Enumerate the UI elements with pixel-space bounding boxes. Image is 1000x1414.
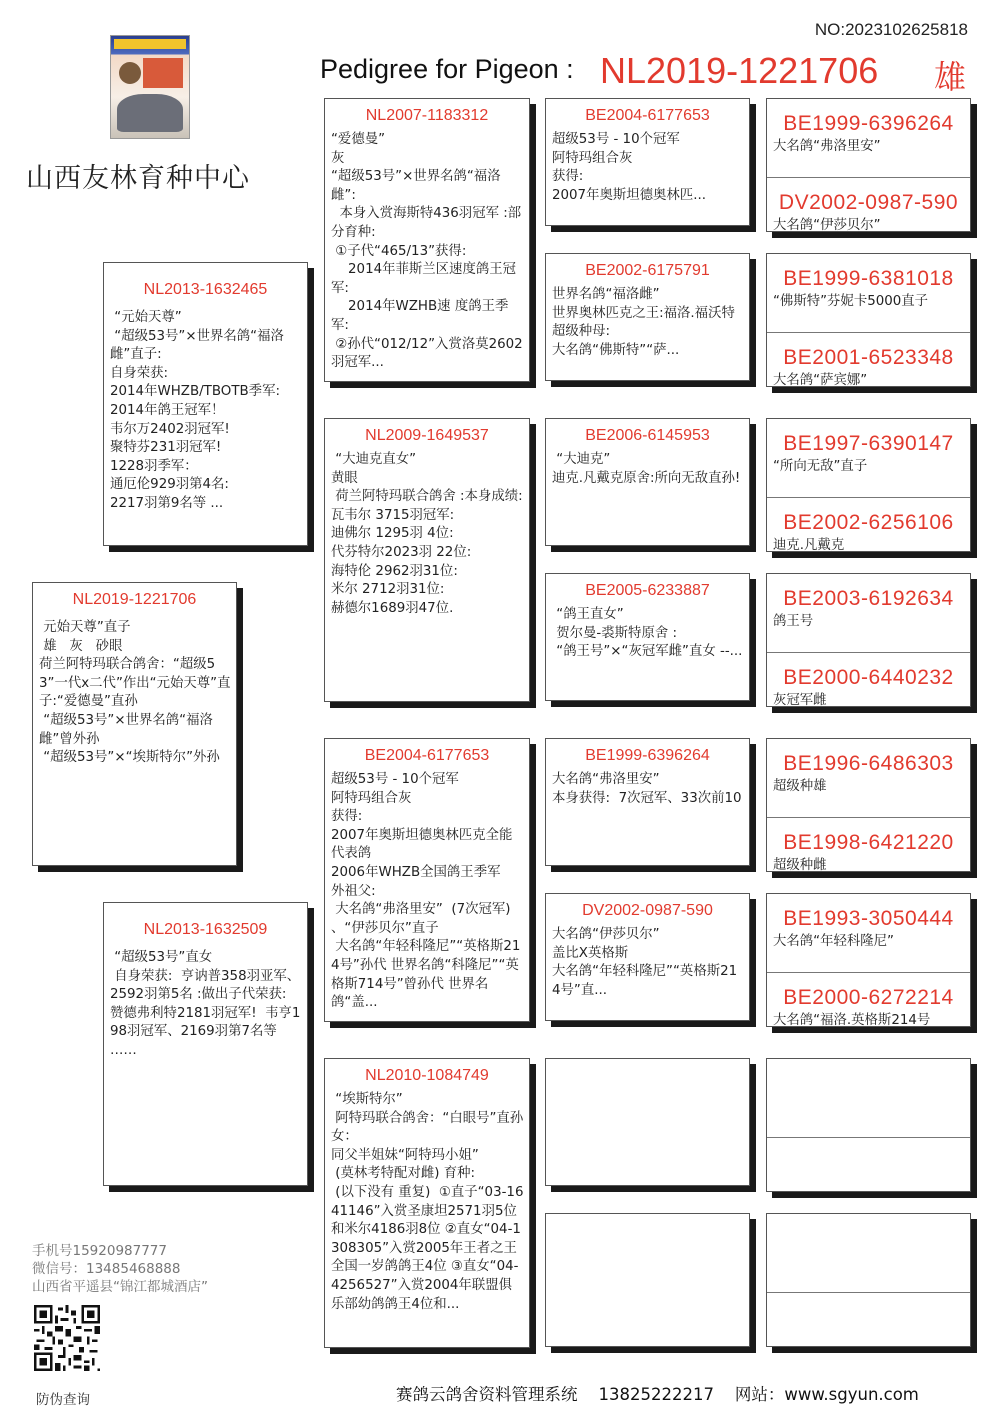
gen5-desc: 大名鸽“萨宾娜” — [773, 373, 868, 387]
gen5-ring: BE2003-6192634 — [783, 587, 954, 610]
great-grandparent-desc: “大迪克” 迪克.凡戴克原舍:所向无敌直孙! — [552, 452, 741, 486]
gen5-desc: 大名鸽“弗洛里安” — [773, 139, 881, 154]
grandparent-desc: “埃斯特尔” 阿特玛联合鸽舍：“白眼号”直孙女： 同父半姐妹“阿特玛小姐” (莫林考特配对雌) 育种: (以下没有 重复) ①直子“03-1641146”入赏圣康坦2571羽5位和米尔4186羽8位 ②直女“04-1308305”入赏2005年王者之王全国一岁鸽鸽王4位 ③直女“04-4256527”入赏2004年联盟俱乐部幼鸽鸽王4位和... — [331, 1092, 524, 1312]
gen5-card — [766, 418, 971, 552]
great-grandparent-card — [545, 418, 750, 546]
contact-wechat: 微信号：13485468888 — [32, 1261, 181, 1277]
gen5-desc: “佛斯特”芬妮卡5000直子 — [773, 294, 929, 309]
great-grandparent-ring: BE2002-6175791 — [585, 262, 710, 279]
gen5-desc — [767, 1227, 970, 1230]
great-grandparent-card-empty — [545, 1058, 750, 1186]
grandparent-card — [324, 1058, 530, 1348]
great-grandparent-desc: 世界名鸽“福洛雌” 世界奥林匹克之王:福洛.福沃特超级种母: 大名鸽“佛斯特”“萨... — [552, 287, 735, 358]
gen5-desc: 鸽王号 — [773, 614, 814, 629]
great-grandparent-ring: BE2004-6177653 — [585, 107, 710, 124]
contact-phone: 手机号15920987777 — [32, 1243, 167, 1259]
great-grandparent-desc — [546, 1222, 749, 1228]
great-grandparent-card — [545, 98, 750, 226]
sire-card — [103, 262, 308, 546]
gen5-desc: “所向无敌”直子 — [773, 459, 868, 474]
great-grandparent-desc: 超级53号 - 10个冠军 阿特玛组合灰 获得: 2007年奥斯坦德奥林匹... — [552, 132, 706, 203]
sire-desc: “元始天尊” “超级53号”×世界名鸽“福洛雌”直子: 自身荣获: 2014年WHZB/TBOTB季军: 2014年鸽王冠军！ 韦尔万2402羽冠军! 聚特芬231羽冠军! 1228羽季军： 通厄伦929羽第4名: 2217羽第9名等 ... — [110, 310, 284, 511]
gen5-ring: BE2000-6440232 — [783, 666, 954, 689]
great-grandparent-ring: DV2002-0987-590 — [582, 902, 713, 919]
great-grandparent-ring: BE2006-6145953 — [585, 427, 710, 444]
qr-code-icon[interactable] — [34, 1305, 100, 1371]
dam-ring: NL2013-1632509 — [143, 921, 268, 938]
subject-ring: NL2019-1221706 — [72, 591, 197, 608]
title-ring-number: NL2019-1221706 — [600, 50, 879, 91]
dam-desc: “超级53号”直女 自身荣获: 亨讷普358羽亚军、2592羽第5名 :做出子代荣获: 赞德弗利特2181羽冠军! 韦亨198羽冠军、2169羽第7名等 …… — [110, 950, 301, 1058]
great-grandparent-card — [545, 573, 750, 701]
great-grandparent-desc: “鸽王直女” 贺尔曼-裘斯特原舍 : “鸽王号”×“灰冠军雌”直女 --... — [556, 607, 743, 660]
contact-address: 山西省平遥县“锦江都城酒店” — [32, 1279, 208, 1295]
loft-logo-image — [110, 35, 190, 139]
gen5-ring: BE2002-6256106 — [783, 511, 954, 534]
footer-info: 赛鸽云鸽舍资料管理系统 13825222217 网站：www.sgyun.com — [396, 1385, 919, 1404]
gen5-card — [766, 738, 971, 872]
grandparent-card — [324, 738, 530, 1022]
grandparent-desc: “大迪克直女” 黄眼 荷兰阿特玛联合鸽舍 :本身成绩: 瓦韦尔 3715羽冠军: 迪佛尔 1295羽 4位: 代芬特尔2023羽 22位: 海特伦 2962羽31位: 米尔 2712羽31位: 赫德尔1689羽47位. — [331, 452, 523, 616]
grandparent-card — [324, 98, 530, 382]
gen5-ring: BE1999-6396264 — [783, 112, 954, 135]
subject-card — [32, 582, 237, 866]
subject-desc: 元始天尊”直子 雄 灰 砂眼 荷兰阿特玛联合鸽舍：“超级53”一代x二代”作出“元始天尊”直子:“爱德曼”直孙 “超级53号”×世界名鸽“福洛雌”曾外孙 “超级53号”×“埃斯特尔”外孙 — [39, 620, 231, 766]
grandparent-ring: NL2007-1183312 — [365, 107, 489, 124]
great-grandparent-desc: 大名鸽“弗洛里安” 本身获得: 7次冠军、33次前10 — [552, 772, 742, 806]
gen5-desc: 超级种雄 — [773, 779, 827, 794]
gen5-desc: 灰冠军雌 — [773, 693, 827, 707]
gen5-desc: 迪克.凡戴克 — [773, 538, 845, 552]
gen5-ring: BE1998-6421220 — [783, 831, 954, 854]
great-grandparent-ring: BE2005-6233887 — [585, 582, 710, 599]
gen5-ring: BE1993-3050444 — [783, 907, 954, 930]
gen5-ring: BE2001-6523348 — [783, 346, 954, 369]
gen5-ring: BE1996-6486303 — [783, 752, 954, 775]
grandparent-card — [324, 418, 530, 702]
great-grandparent-ring: BE1999-6396264 — [585, 747, 710, 764]
dam-card — [103, 902, 308, 1186]
gen5-desc: 大名鸽“伊莎贝尔” — [773, 218, 881, 232]
gen5-desc: 大名鸽“福洛.英格斯214号 — [773, 1013, 931, 1027]
gen5-card — [766, 253, 971, 387]
grandparent-ring: NL2010-1084749 — [365, 1067, 489, 1084]
sire-ring: NL2013-1632465 — [143, 281, 268, 298]
gen5-desc: 大名鸽“年轻科隆尼” — [773, 934, 894, 949]
grandparent-ring: NL2009-1649537 — [365, 427, 489, 444]
title-sex: 雄 — [934, 58, 967, 96]
gen5-card-empty — [766, 1213, 971, 1347]
qr-label: 防伪查询 — [36, 1392, 90, 1408]
gen5-desc: 超级种雌 — [773, 858, 827, 872]
great-grandparent-card-empty — [545, 1213, 750, 1347]
gen5-desc — [767, 1072, 970, 1075]
grandparent-ring: BE2004-6177653 — [364, 747, 490, 764]
great-grandparent-card — [545, 738, 750, 866]
gen5-desc — [767, 1306, 970, 1309]
loft-name: 山西友林育种中心 — [26, 163, 250, 194]
gen5-card — [766, 893, 971, 1027]
grandparent-desc: 超级53号 - 10个冠军 阿特玛组合灰 获得: 2007年奥斯坦德奥林匹克全能代表鸽 2006年WHZB全国鸽王季军 外祖父: 大名鸽“弗洛里安” (7次冠军) 、“伊莎贝尔”直子 大名鸽“年轻科隆尼”“英格斯214号”孙代 世界名鸽“科隆尼”“英格斯714号”曾孙代 世界名鸽“盖... — [331, 772, 521, 1011]
page-title: Pedigree for Pigeon : — [320, 54, 574, 84]
grandparent-desc: “爱德曼” 灰 “超级53号”×世界名鸽“福洛雌”: 本身入赏海斯特436羽冠军 :部分育种: ①子代“465/13”获得: 2014年菲斯兰区速度鸽王冠军: 2014年WZHB速 度鸽王季军: ②孙代“012/12”入赏洛莫2602羽冠军... — [331, 132, 523, 371]
great-grandparent-card — [545, 253, 750, 381]
document-number: NO:2023102625818 — [814, 20, 968, 39]
great-grandparent-desc — [546, 1067, 749, 1073]
gen5-card-empty — [766, 1058, 971, 1192]
gen5-ring: BE1999-6381018 — [783, 267, 954, 290]
gen5-desc — [767, 1151, 970, 1154]
gen5-ring: DV2002-0987-590 — [778, 191, 959, 214]
gen5-card — [766, 98, 971, 232]
gen5-ring: BE1997-6390147 — [783, 432, 954, 455]
gen5-card — [766, 573, 971, 707]
contact-info — [32, 1242, 208, 1296]
great-grandparent-desc: 大名鸽“伊莎贝尔” 盖比X英格斯 大名鸽“年轻科隆尼”“英格斯214号”直... — [552, 927, 738, 998]
gen5-ring: BE2000-6272214 — [783, 986, 954, 1009]
great-grandparent-card — [545, 893, 750, 1021]
